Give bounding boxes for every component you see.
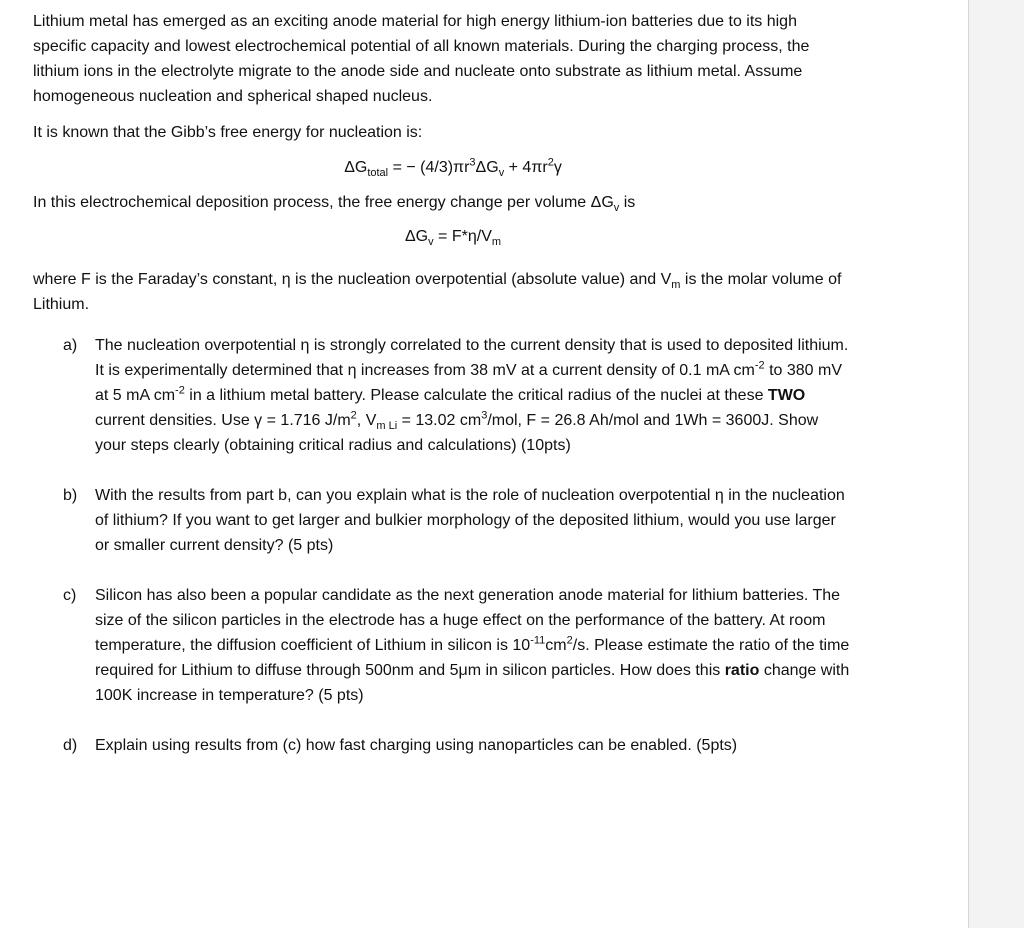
question-c-text <box>95 583 853 708</box>
gv-line-text: In this electrochemical deposition process, the free energy change per volume ΔG <box>33 194 614 211</box>
eq2-mid: = F*η/V <box>433 228 492 245</box>
eq2-lhs: ΔG <box>404 228 429 245</box>
qa-t5: , V <box>356 412 377 429</box>
qa-t2: to 380 mV at 5 mA cm <box>95 362 842 404</box>
question-c <box>33 583 853 708</box>
gibbs-equation <box>33 155 853 180</box>
qc-t2: cm <box>545 637 567 654</box>
gv-equation <box>33 224 853 249</box>
qc-t3: /s. Please estimate the ratio of the time required for Lithium to diffuse through 500nm and 5μm in silicon particles. How does this <box>95 637 850 679</box>
gv-intro-line <box>33 190 853 215</box>
qa-t7: /mol, F = 26.8 Ah/mol and 1Wh = 3600J. Show your steps clearly (obtaining critical radius and calculations) (10pts) <box>95 412 819 454</box>
qa-sup1: -2 <box>754 359 765 372</box>
question-d <box>33 733 853 758</box>
qc-t1: Silicon has also been a popular candidate as the next generation anode material for lithium batteries. The size of the silicon particles in the electrode has a huge effect on the performance of the battery. At room temperature, the diffusion coefficient of Lithium in silicon is 10 <box>95 587 841 654</box>
qc-sup1: -11 <box>530 634 546 647</box>
where-sub: m <box>671 279 681 292</box>
gibbs-intro-line: It is known that the Gibb’s free energy for nucleation is: <box>33 124 423 141</box>
eq1-sup3: 3 <box>469 156 476 169</box>
qa-sup2: -2 <box>175 384 185 397</box>
eq2-lhs-sub: v <box>428 236 434 249</box>
qa-t4: current densities. Use γ = 1.716 J/m <box>95 412 351 429</box>
eq2-end-sub: m <box>491 236 502 249</box>
qa-sup3: 2 <box>350 409 357 422</box>
eq1-sub-v: v <box>498 167 505 180</box>
question-d-letter: d) <box>63 737 78 754</box>
intro-paragraph: Lithium metal has emerged as an exciting anode material for high energy lithium-ion batteries due to its high specific capacity and lowest electrochemical potential of all known materials. During the charging process, the lithium ions in the electrolyte migrate to the anode side and nucleate onto substrate as lithium metal. Assume homogeneous nucleation and spherical shaped nucleus. <box>33 13 810 105</box>
side-panel <box>968 0 1024 928</box>
qa-t6: = 13.02 cm <box>397 412 482 429</box>
question-a <box>33 333 853 458</box>
eq1-end: γ <box>553 159 562 176</box>
question-a-text <box>95 333 853 458</box>
question-d-text: Explain using results from (c) how fast charging using nanoparticles can be enabled. (5pts) <box>95 737 738 754</box>
qc-t4: change with 100K increase in temperature? (5 pts) <box>95 662 850 704</box>
question-b <box>33 483 853 558</box>
gv-line-end: is <box>619 194 636 211</box>
qa-t3: in a lithium metal battery. Please calculate the critical radius of the nuclei at these <box>184 387 768 404</box>
question-c-letter: c) <box>63 587 77 604</box>
gv-line-sub: v <box>613 202 620 215</box>
where-paragraph <box>33 267 853 317</box>
question-b-text: With the results from part b, can you explain what is the role of nucleation overpotential η in the nucleation of lithium? If you want to get larger and bulkier morphology of the deposited lithium, would you use larger or smaller current density? (5 pts) <box>95 487 845 554</box>
eq1-part3: + 4πr <box>504 159 548 176</box>
where-text: where F is the Faraday’s constant, η is the nucleation overpotential (absolute value) and V <box>33 271 672 288</box>
question-a-letter: a) <box>63 337 78 354</box>
qc-sup2: 2 <box>566 634 573 647</box>
question-b-letter: b) <box>63 487 78 504</box>
eq1-part1: = − (4/3)πr <box>388 159 470 176</box>
where-end: is the molar volume of Lithium. <box>33 271 842 313</box>
qa-sup4: 3 <box>481 409 488 422</box>
qa-sub1: m Li <box>376 420 398 433</box>
eq1-part2: ΔG <box>475 159 499 176</box>
document-content <box>33 9 853 783</box>
eq1-lhs: ΔG <box>344 159 368 176</box>
qa-bold: TWO <box>767 387 806 404</box>
qa-t1: The nucleation overpotential η is strongly correlated to the current density that is used to deposited lithium. It is experimentally determined that η increases from 38 mV at a current density of 0.1 mA cm <box>95 337 849 379</box>
eq1-lhs-sub: total <box>367 167 389 180</box>
qc-bold: ratio <box>724 662 760 679</box>
eq1-sup2: 2 <box>547 156 554 169</box>
